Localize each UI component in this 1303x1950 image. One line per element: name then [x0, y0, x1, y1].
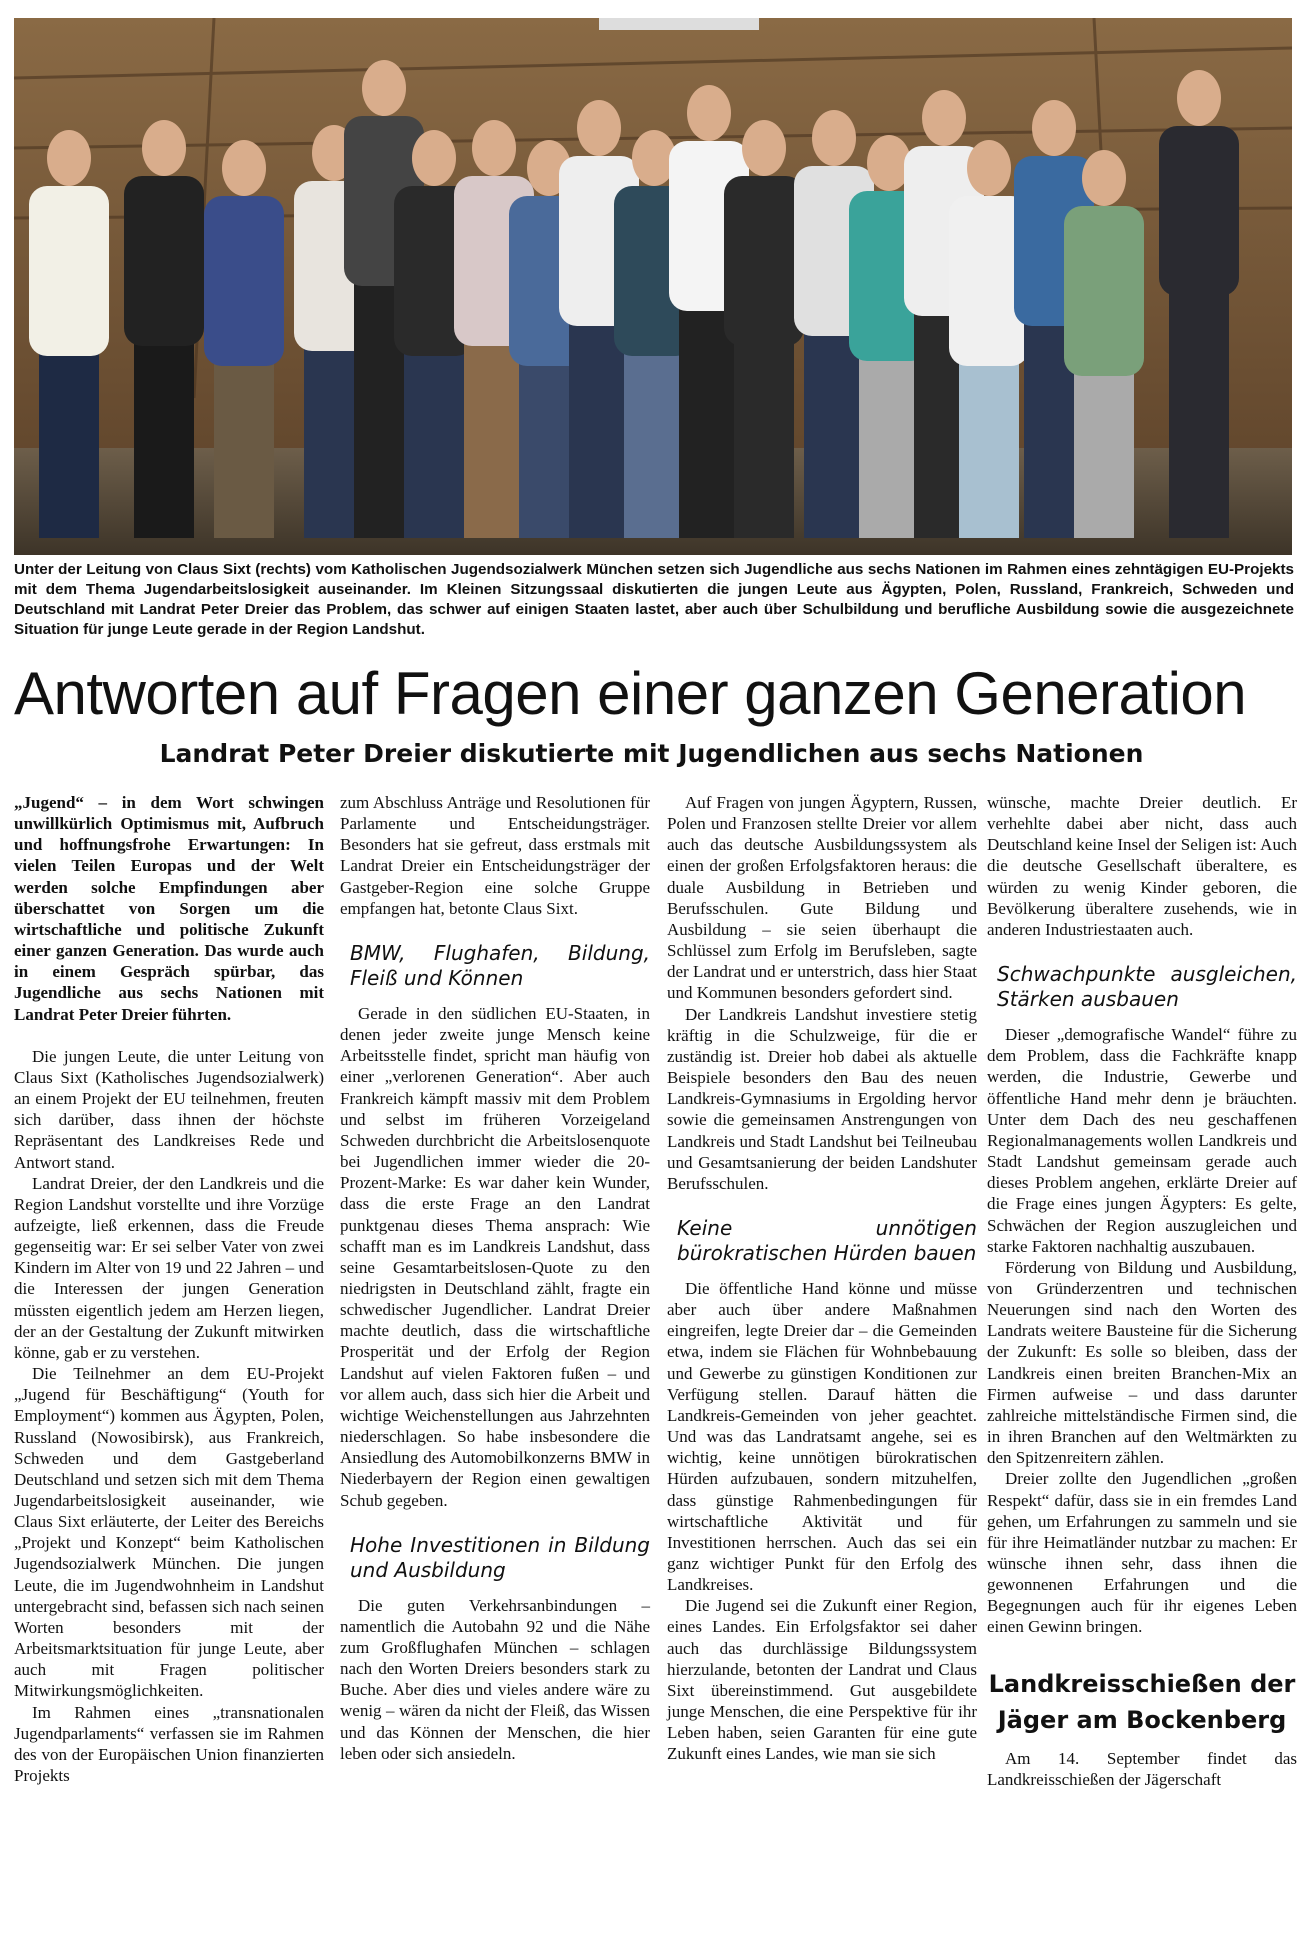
- paragraph: Im Rahmen eines „transnationalen Jugendparlaments“ verfassen sie im Rahmen des von der Europäischen Union finanzierten Projekts: [14, 1702, 324, 1786]
- person-body: [204, 196, 284, 366]
- person-legs: [569, 323, 629, 538]
- person-head: [1082, 150, 1126, 206]
- paragraph: Die jungen Leute, die unter Leitung von Claus Sixt (Katholisches Jugendsozialwerk) an einem Projekt der EU teilnehmen, freuten sich darüber, dass ihnen der höchste Repräsentant des Landkreises Rede und Antwort stand.: [14, 1046, 324, 1172]
- person-head: [577, 100, 621, 156]
- paragraph: Förderung von Bildung und Ausbildung, von Gründerzentren und technischen Neuerungen sind nach den Worten des Landrats weitere Bausteine für die Sicherung der Zukunft: Es solle so bleiben, dass der Landkreis einen breiten Branchen-Mix an Firmen aufweise – und dass darunter zahlreiche mittelständische Firmen sind, die in ihren Branchen auf den Weltmärkten zu den Spitzenreitern zählen.: [987, 1257, 1297, 1468]
- paragraph: Die Jugend sei die Zukunft einer Region, eines Landes. Ein Erfolgsfaktor sei daher auch das durchlässige Bildungssystem hierzulande, betonten der Landrat und Claus Sixt übereinstimmend. Gut ausgebildete junge Menschen, die eine Perspektive für ihr Leben haben, seien Garanten für eine gute Zukunft eines Landes, wie man sie sich: [667, 1596, 977, 1764]
- lead-paragraph: „Jugend“ – in dem Wort schwingen unwillkürlich Optimismus mit, Aufbruch und hoffnungsfrohe Erwartungen: In vielen Teilen Europas und der Welt werden solche Empfindungen aber überschattet von Sorgen um die wirtschaftliche und politische Zukunft einer ganzen Generation. Das wurde auch in einem Gespräch spürbar, das Jugendliche aus sechs Nationen mit Landrat Peter Dreier führten.: [14, 793, 324, 1024]
- person-head: [362, 60, 406, 116]
- person-head: [687, 85, 731, 141]
- article-column-3: [667, 792, 977, 1765]
- person-head: [967, 140, 1011, 196]
- section-heading: Hohe Investitionen in Bildung und Ausbildung: [350, 1532, 650, 1582]
- person-body: [724, 176, 804, 346]
- subheadline: Landrat Peter Dreier diskutierte mit Jugendlichen aus sechs Nationen: [159, 739, 1144, 768]
- person-legs: [214, 363, 274, 538]
- paragraph: zum Abschluss Anträge und Resolutionen für Parlamente und Entscheidungsträger. Besonders hat sie gefreut, dass erstmals mit Landrat Dreier ein Entscheidungsträger der Gastgeber-Region eine solche Gruppe empfangen hat, betonte Claus Sixt.: [340, 793, 650, 918]
- person-head: [47, 130, 91, 186]
- section-heading: Keine unnötigen bürokratischen Hürden bauen: [677, 1215, 977, 1265]
- person-legs: [959, 363, 1019, 538]
- person-legs: [464, 343, 524, 538]
- side-article-text: Am 14. September findet das Landkreisschießen der Jägerschaft: [987, 1748, 1297, 1789]
- paragraph: Der Landkreis Landshut investiere stetig kräftig in die Schulzweige, für die er zuständig ist. Dreier hob dabei als aktuelle Beispiele besonders den Bau des neuen Landkreis-Gymnasiums in Ergolding hervor sowie die gemeinsamen Anstrengungen von Landkreis und Stadt Landshut bei Teilneubau und Gesamtsanierung der beiden Landshuter Berufsschulen.: [667, 1004, 977, 1193]
- person-head: [1032, 100, 1076, 156]
- person-legs: [134, 343, 194, 538]
- paragraph: wünsche, machte Dreier deutlich. Er verhehlte dabei aber nicht, dass auch Deutschland keine Insel der Seligen ist: Auch die deutsche Gesellschaft überaltere, es würden zu wenig Kinder geboren, die Bevölkerung überaltere zusehends, wie in anderen Industriestaaten auch.: [987, 793, 1297, 939]
- person-legs: [734, 343, 794, 538]
- paragraph: Gerade in den südlichen EU-Staaten, in denen jeder zweite junge Mensch keine Arbeitsstelle findet, spricht man häufig von einer „verlorenen Generation“. Aber auch Frankreich kämpft massiv mit dem Problem und selbst im früheren Vorzeigeland Schweden durchbricht die Arbeitslosenquote bei Jugendlichen immer wieder die 20-Prozent-Marke: Es war daher kein Wunder, dass die erste Frage an den Landrat punktgenau dieses Thema ansprach: Wie schafft man es im Landkreis Landshut, dass seine Gesamtarbeitslosen-Quote zu den niedrigsten in Deutschland zählt, fragte ein schwedischer Jugendlicher. Landrat Dreier machte deutlich, dass die wirtschaftliche Prosperität und der Erfolg der Region Landshut auf vielen Faktoren fußen – und vor allem auch, dass sich hier die Arbeit und wichtige Weichenstellungen aus Jahrzehnten niederschlagen. So habe insbesondere die Ansiedlung des Automobilkonzerns BMW in Niederbayern der Region einen gewaltigen Schub gegeben.: [340, 1003, 650, 1510]
- person-legs: [1074, 373, 1134, 538]
- person-legs: [1169, 293, 1229, 538]
- section-heading: Schwachpunkte ausgleichen, Stärken ausbauen: [997, 962, 1297, 1012]
- person-legs: [679, 308, 739, 538]
- person-legs: [859, 358, 919, 538]
- person-legs: [404, 353, 464, 538]
- paragraph: Die Teilnehmer an dem EU-Projekt „Jugend für Beschäftigung“ (Youth for Employment“) kommen aus Ägypten, Polen, Russland (Nowosibirsk), aus Frankreich, Schweden und dem Gastgeberland Deutschland und setzen sich mit dem Thema Jugendarbeitslosigkeit auseinander, wie Claus Sixt erläuterte, der Leiter des Bereichs „Projekt und Konzept“ beim Katholischen Jugendsozialwerk München. Die jungen Leute, die im Jugendwohnheim in Landshut untergebracht sind, befassen sich nach seinen Worten besonders mit der Arbeitsmarktsituation für junge Leute, aber auch mit Fragen politischer Mitwirkungsmöglichkeiten.: [14, 1364, 324, 1701]
- person-head: [412, 130, 456, 186]
- section-heading: BMW, Flughafen, Bildung, Fleiß und Können: [350, 940, 650, 990]
- person-legs: [39, 353, 99, 538]
- paragraph: Die öffentliche Hand könne und müsse aber auch über andere Maßnahmen eingreifen, legte Dreier dar – die Gemeinden etwa, indem sie Flächen für Wohnbebauung und Gewerbe zu günstigen Konditionen zur Verfügung stellen. Darauf hätten die Landkreis-Gemeinden von jeher geachtet. Und was das Landratsamt angehe, sei es wichtig, keine unnötigen bürokratischen Hürden aufzubauen, sondern mitzuhelfen, dass günstige Rahmenbedingungen für wirtschaftliche Aktivität und für Investitionen herrschen. Auch das sei ein ganz wichtiger Punkt für den Erfolg des Landkreises.: [667, 1278, 977, 1595]
- article-column-4: [987, 792, 1297, 1790]
- paragraph: Auf Fragen von jungen Ägyptern, Russen, Polen und Franzosen stellte Dreier vor allem auch das deutsche Ausbildungssystem als einen der großen Erfolgsfaktoren heraus: die duale Ausbildung in Betrieben und Berufsschulen. Gute Bildung und Ausbildung – sie seien überhaupt die Schlüssel zum Erfolg im Berufsleben, sagte der Landrat und er unterstrich, dass hier Staat und Kommunen besonders gefordert sind.: [667, 793, 977, 1003]
- headline: Antworten auf Fragen einer ganzen Generation: [14, 660, 1247, 727]
- person-head: [922, 90, 966, 146]
- person-body: [29, 186, 109, 356]
- paragraph: Dreier zollte den Jugendlichen „großen Respekt“ dafür, dass sie in ein fremdes Land gehen, um Erfahrungen zu sammeln und sie für ihre Heimatländer nutzbar zu machen: Er wünsche ihnen sehr, dass ihnen die gewonnenen Erfahrungen und die Begegnungen auch für ihr eigenes Leben einen Gewinn bringen.: [987, 1469, 1297, 1637]
- side-article-title: Landkreisschießen der Jäger am Bockenberg: [988, 1669, 1296, 1734]
- paragraph: Dieser „demografische Wandel“ führe zu dem Problem, dass die Fachkräfte knapp werden, die Industrie, Gewerbe und öffentliche Hand mehr denn je bräuchten. Unter dem Dach des neu geschaffenen Regionalmanagements wollen Landkreis und Stadt Landshut gemeinsam gerade auch dieses Problem angehen, erklärte Dreier auf die Frage eines jungen Ägypters: Es gelte, Schwächen der Region auszugleichen und starke Faktoren nachhaltig auszubauen.: [987, 1025, 1297, 1256]
- person-head: [742, 120, 786, 176]
- person-head: [142, 120, 186, 176]
- person-legs: [804, 333, 864, 538]
- article-column-1: [14, 792, 324, 1786]
- person-body: [1064, 206, 1144, 376]
- photo-caption: Unter der Leitung von Claus Sixt (rechts) vom Katholischen Jugendsozialwerk München setzen sich Jugendliche aus sechs Nationen im Rahmen eines zehntägigen EU-Projekts mit dem Thema Jugendarbeitslosigkeit auseinander. Im Kleinen Sitzungssaal diskutierten die jungen Leute aus Ägypten, Polen, Russland, Frankreich, Schweden und Deutschland mit Landrat Peter Dreier das Problem, das schwer auf einigen Staaten lastet, aber auch über Schulbildung und berufliche Ausbildung sowie die ausgezeichnete Situation für junge Leute gerade in der Region Landshut.: [14, 561, 1294, 638]
- person-head: [222, 140, 266, 196]
- person-head: [1177, 70, 1221, 126]
- article-column-2: [340, 792, 650, 1764]
- paragraph: Landrat Dreier, der den Landkreis und die Region Landshut vorstellte und ihre Vorzüge aufzeigte, ließ erkennen, dass die Freude gegenseitig war: Er sei selber Vater von zwei Kindern im Alter von 19 und 22 Jahren – und die Interessen der jungen Generation müssten eigentlich jedem am Herzen liegen, der an der Gestaltung der Zukunft mitwirken könne, gab er zu verstehen.: [14, 1173, 324, 1362]
- group-photo: [14, 18, 1292, 555]
- person-body: [1159, 126, 1239, 296]
- paragraph: Die guten Verkehrsanbindungen – namentlich die Autobahn 92 und die Nähe zum Großflughafen München – schlagen nach den Worten Dreiers besonders stark zu Buche. Aber dies und vieles andere wäre zu wenig – wären da nicht der Fleiß, das Wissen und das Können der Menschen, die hier leben oder sich ansiedeln.: [340, 1595, 650, 1763]
- person-head: [472, 120, 516, 176]
- person-legs: [624, 353, 684, 538]
- person-head: [812, 110, 856, 166]
- person-body: [124, 176, 204, 346]
